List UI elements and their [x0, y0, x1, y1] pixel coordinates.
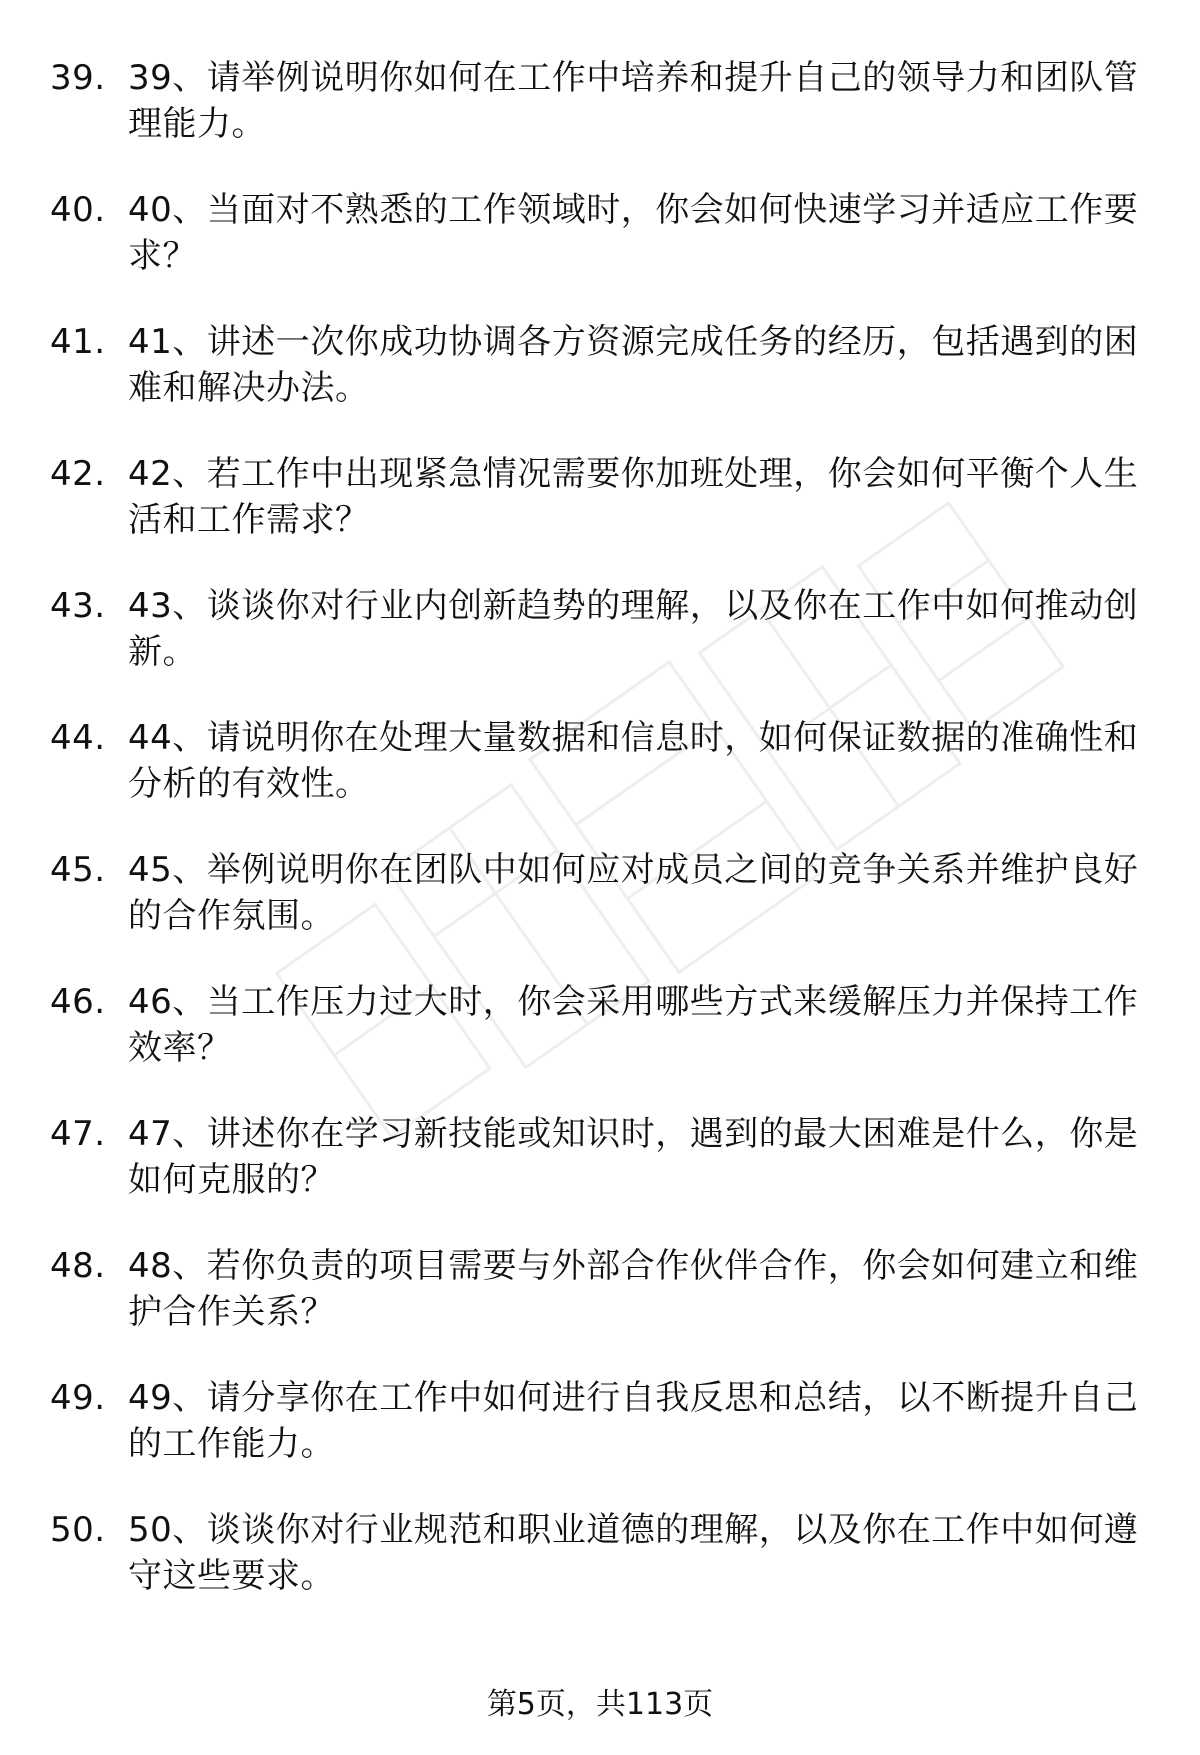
list-item	[50, 319, 1150, 451]
question-number: 39.	[50, 58, 106, 98]
list-item	[50, 979, 1150, 1111]
list-item	[50, 187, 1150, 319]
question-number: 42.	[50, 454, 106, 494]
question-number: 49.	[50, 1378, 106, 1418]
question-text: 41、讲述一次你成功协调各方资源完成任务的经历，包括遇到的困难和解决办法。	[128, 322, 1139, 408]
question-text: 50、谈谈你对行业规范和职业道德的理解，以及你在工作中如何遵守这些要求。	[128, 1510, 1139, 1596]
list-item	[50, 1507, 1150, 1639]
page-number: 第5页，共113页	[486, 1687, 714, 1722]
question-text: 43、谈谈你对行业内创新趋势的理解，以及你在工作中如何推动创新。	[128, 586, 1139, 672]
question-number: 47.	[50, 1114, 106, 1154]
question-text: 45、举例说明你在团队中如何应对成员之间的竞争关系并维护良好的合作氛围。	[128, 850, 1139, 936]
question-number: 50.	[50, 1510, 106, 1550]
list-item	[50, 55, 1150, 187]
question-text: 47、讲述你在学习新技能或知识时，遇到的最大困难是什么，你是如何克服的？	[128, 1114, 1139, 1200]
list-item	[50, 715, 1150, 847]
list-item	[50, 583, 1150, 715]
list-item	[50, 1243, 1150, 1375]
question-list	[50, 55, 1150, 1639]
question-text: 39、请举例说明你如何在工作中培养和提升自己的领导力和团队管理能力。	[128, 58, 1139, 144]
question-text: 49、请分享你在工作中如何进行自我反思和总结，以不断提升自己的工作能力。	[128, 1378, 1139, 1464]
question-text: 44、请说明你在处理大量数据和信息时，如何保证数据的准确性和分析的有效性。	[128, 718, 1139, 804]
question-text: 48、若你负责的项目需要与外部合作伙伴合作，你会如何建立和维护合作关系？	[128, 1246, 1139, 1332]
list-item	[50, 847, 1150, 979]
list-item	[50, 1111, 1150, 1243]
question-number: 45.	[50, 850, 106, 890]
question-number: 48.	[50, 1246, 106, 1286]
question-text: 40、当面对不熟悉的工作领域时，你会如何快速学习并适应工作要求？	[128, 190, 1139, 276]
question-text: 42、若工作中出现紧急情况需要你加班处理，你会如何平衡个人生活和工作需求？	[128, 454, 1139, 540]
question-number: 46.	[50, 982, 106, 1022]
question-number: 41.	[50, 322, 106, 362]
list-item	[50, 451, 1150, 583]
question-text: 46、当工作压力过大时，你会采用哪些方式来缓解压力并保持工作效率？	[128, 982, 1139, 1068]
question-number: 40.	[50, 190, 106, 230]
question-number: 44.	[50, 718, 106, 758]
list-item	[50, 1375, 1150, 1507]
question-number: 43.	[50, 586, 106, 626]
